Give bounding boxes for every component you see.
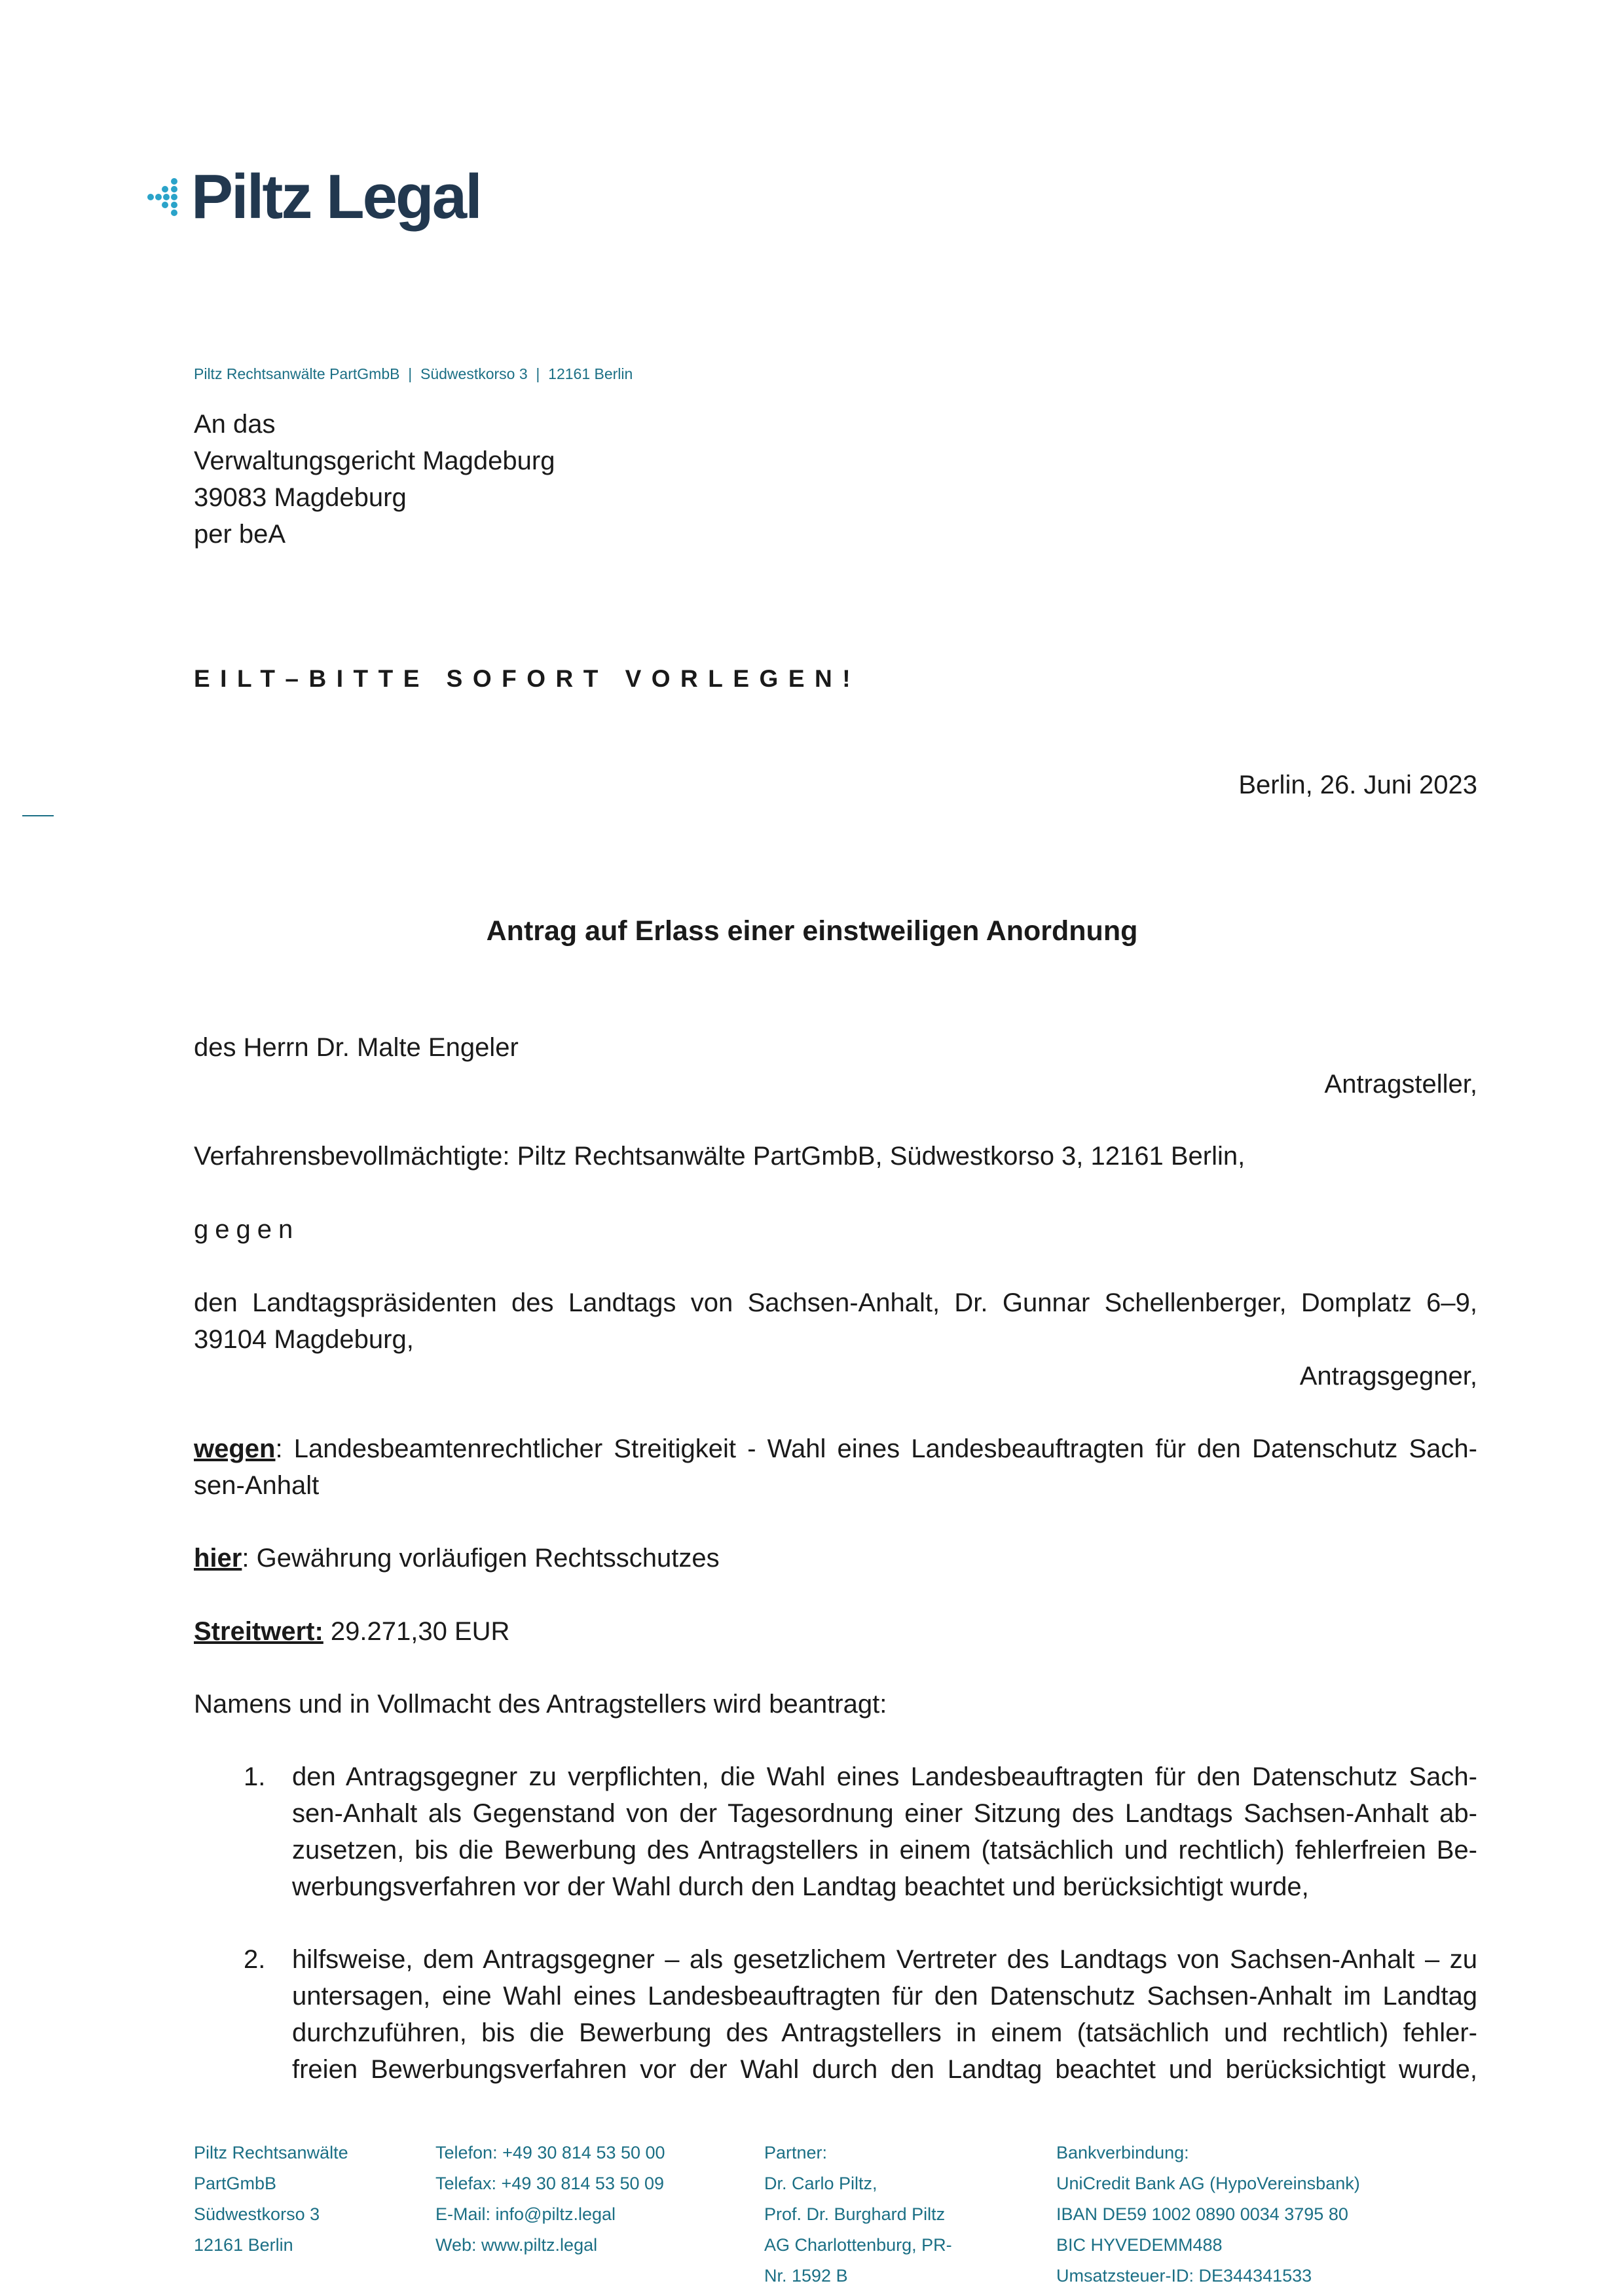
list-item-number: 1. xyxy=(244,1762,266,1791)
respondent-role: Antragsgegner, xyxy=(1299,1362,1477,1391)
footer-line: Dr. Carlo Piltz, xyxy=(764,2174,877,2193)
recipient-address xyxy=(194,406,555,553)
letter-date: Berlin, 26. Juni 2023 xyxy=(1238,771,1477,799)
footer-line: Südwestkorso 3 xyxy=(194,2204,320,2224)
list-item-line: freien Bewerbungsverfahren vor der Wahl durch den Landtag beachtet und berücksichtigt wurde, xyxy=(292,2055,1477,2084)
respondent-line: 39104 Magdeburg, xyxy=(194,1325,414,1354)
list-item-line: werbungsverfahren vor der Wahl durch den Landtag beachtet und berücksichtigt wurde, xyxy=(292,1872,1309,1901)
respondent-block xyxy=(194,1285,1477,1358)
list-item xyxy=(292,1758,1477,1905)
list-item-line: durchzuführen, bis die Bewerbung des Antragstellers in einem (tatsächlich und rechtlich) fehler- xyxy=(292,2018,1477,2047)
footer-partners xyxy=(764,2138,952,2296)
hier-label: hier xyxy=(194,1544,242,1573)
list-item-line: hilfsweise, dem Antragsgegner – als gesetzlichem Vertreter des Landtags von Sachsen-Anhalt – zu xyxy=(292,1945,1477,1974)
respondent-line: den Landtagspräsidenten des Landtags von Sachsen-Anhalt, Dr. Gunnar Schellenberger, Domplatz 6–9, xyxy=(194,1288,1477,1317)
list-item xyxy=(292,1941,1477,2088)
logo xyxy=(145,161,481,233)
footer-line: Telefax: +49 30 814 53 50 09 xyxy=(435,2174,665,2193)
streitwert-value: 29.271,30 EUR xyxy=(323,1617,510,1646)
wegen-text: : Landesbeamtenrechtlicher Streitigkeit - Wahl eines Landesbeauftragten für den Datenschutz Sach- xyxy=(275,1434,1477,1463)
footer-line: UniCredit Bank AG (HypoVereinsbank) xyxy=(1056,2174,1360,2193)
footer-line: IBAN DE59 1002 0890 0034 3795 80 xyxy=(1056,2204,1348,2224)
logo-dots-icon xyxy=(145,177,182,217)
wegen-line xyxy=(194,1430,1477,1467)
urgent-notice: EILT–BITTE SOFORT VORLEGEN! xyxy=(194,665,861,692)
counsel-line: Verfahrensbevollmächtigte: Piltz Rechtsanwälte PartGmbB, Südwestkorso 3, 12161 Berlin, xyxy=(194,1142,1246,1171)
streitwert-line xyxy=(194,1613,1477,1650)
footer-line: E-Mail: info@piltz.legal xyxy=(435,2204,616,2224)
intro-line: Namens und in Vollmacht des Antragstellers wird beantragt: xyxy=(194,1690,887,1719)
footer-line: AG Charlottenburg, PR- xyxy=(764,2235,952,2255)
footer-contact xyxy=(435,2138,665,2261)
footer-line: Partner: xyxy=(764,2143,828,2162)
wegen-label: wegen xyxy=(194,1434,276,1463)
list-item-number: 2. xyxy=(244,1945,266,1974)
recipient-line: Verwaltungsgericht Magdeburg xyxy=(194,446,555,475)
list-item-line: untersagen, eine Wahl eines Landesbeauftragten für den Datenschutz Sachsen-Anhalt im Landtag xyxy=(292,1982,1477,2011)
list-item-line: zusetzen, bis die Bewerbung des Antragstellers in einem (tatsächlich und rechtlich) fehlerfreien Be- xyxy=(292,1836,1477,1865)
hier-text: : Gewährung vorläufigen Rechtsschutzes xyxy=(242,1544,720,1573)
footer-line: Piltz Rechtsanwälte xyxy=(194,2143,348,2162)
footer-line: Web: www.piltz.legal xyxy=(435,2235,598,2255)
footer-line: 12161 Berlin xyxy=(194,2235,293,2255)
footer-line: Prof. Dr. Burghard Piltz xyxy=(764,2204,946,2224)
list-item-line: sen-Anhalt als Gegenstand von der Tagesordnung einer Sitzung des Landtags Sachsen-Anhalt ab- xyxy=(292,1799,1477,1828)
list-item-line: den Antragsgegner zu verpflichten, die Wahl eines Landesbeauftragten für den Datenschutz Sach- xyxy=(292,1762,1477,1791)
wegen-block xyxy=(194,1430,1477,1504)
footer-bank xyxy=(1056,2138,1360,2296)
against-label: gegen xyxy=(194,1215,300,1244)
footer-line: Umsatzsteuer-ID: DE344341533 xyxy=(1056,2266,1312,2286)
document-title: Antrag auf Erlass einer einstweiligen Anordnung xyxy=(486,915,1138,947)
recipient-line: 39083 Magdeburg xyxy=(194,483,407,512)
applicant-role: Antragsteller, xyxy=(1324,1070,1477,1099)
sender-address-line: Piltz Rechtsanwälte PartGmbB | Südwestkorso 3 | 12161 Berlin xyxy=(194,365,633,382)
hier-line xyxy=(194,1540,1477,1576)
streitwert-label: Streitwert: xyxy=(194,1617,323,1646)
recipient-line: An das xyxy=(194,410,276,439)
footer-line: PartGmbB xyxy=(194,2174,277,2193)
applicant-name: des Herrn Dr. Malte Engeler xyxy=(194,1033,519,1062)
wegen-line: sen-Anhalt xyxy=(194,1471,320,1500)
footer-company xyxy=(194,2138,348,2261)
footer-line: Nr. 1592 B xyxy=(764,2266,848,2286)
footer-line: BIC HYVEDEMM488 xyxy=(1056,2235,1223,2255)
footer-line: Telefon: +49 30 814 53 50 00 xyxy=(435,2143,665,2162)
fold-mark xyxy=(22,815,54,816)
recipient-line: per beA xyxy=(194,520,286,549)
logo-text: Piltz Legal xyxy=(191,162,481,232)
footer-line: Bankverbindung: xyxy=(1056,2143,1189,2162)
